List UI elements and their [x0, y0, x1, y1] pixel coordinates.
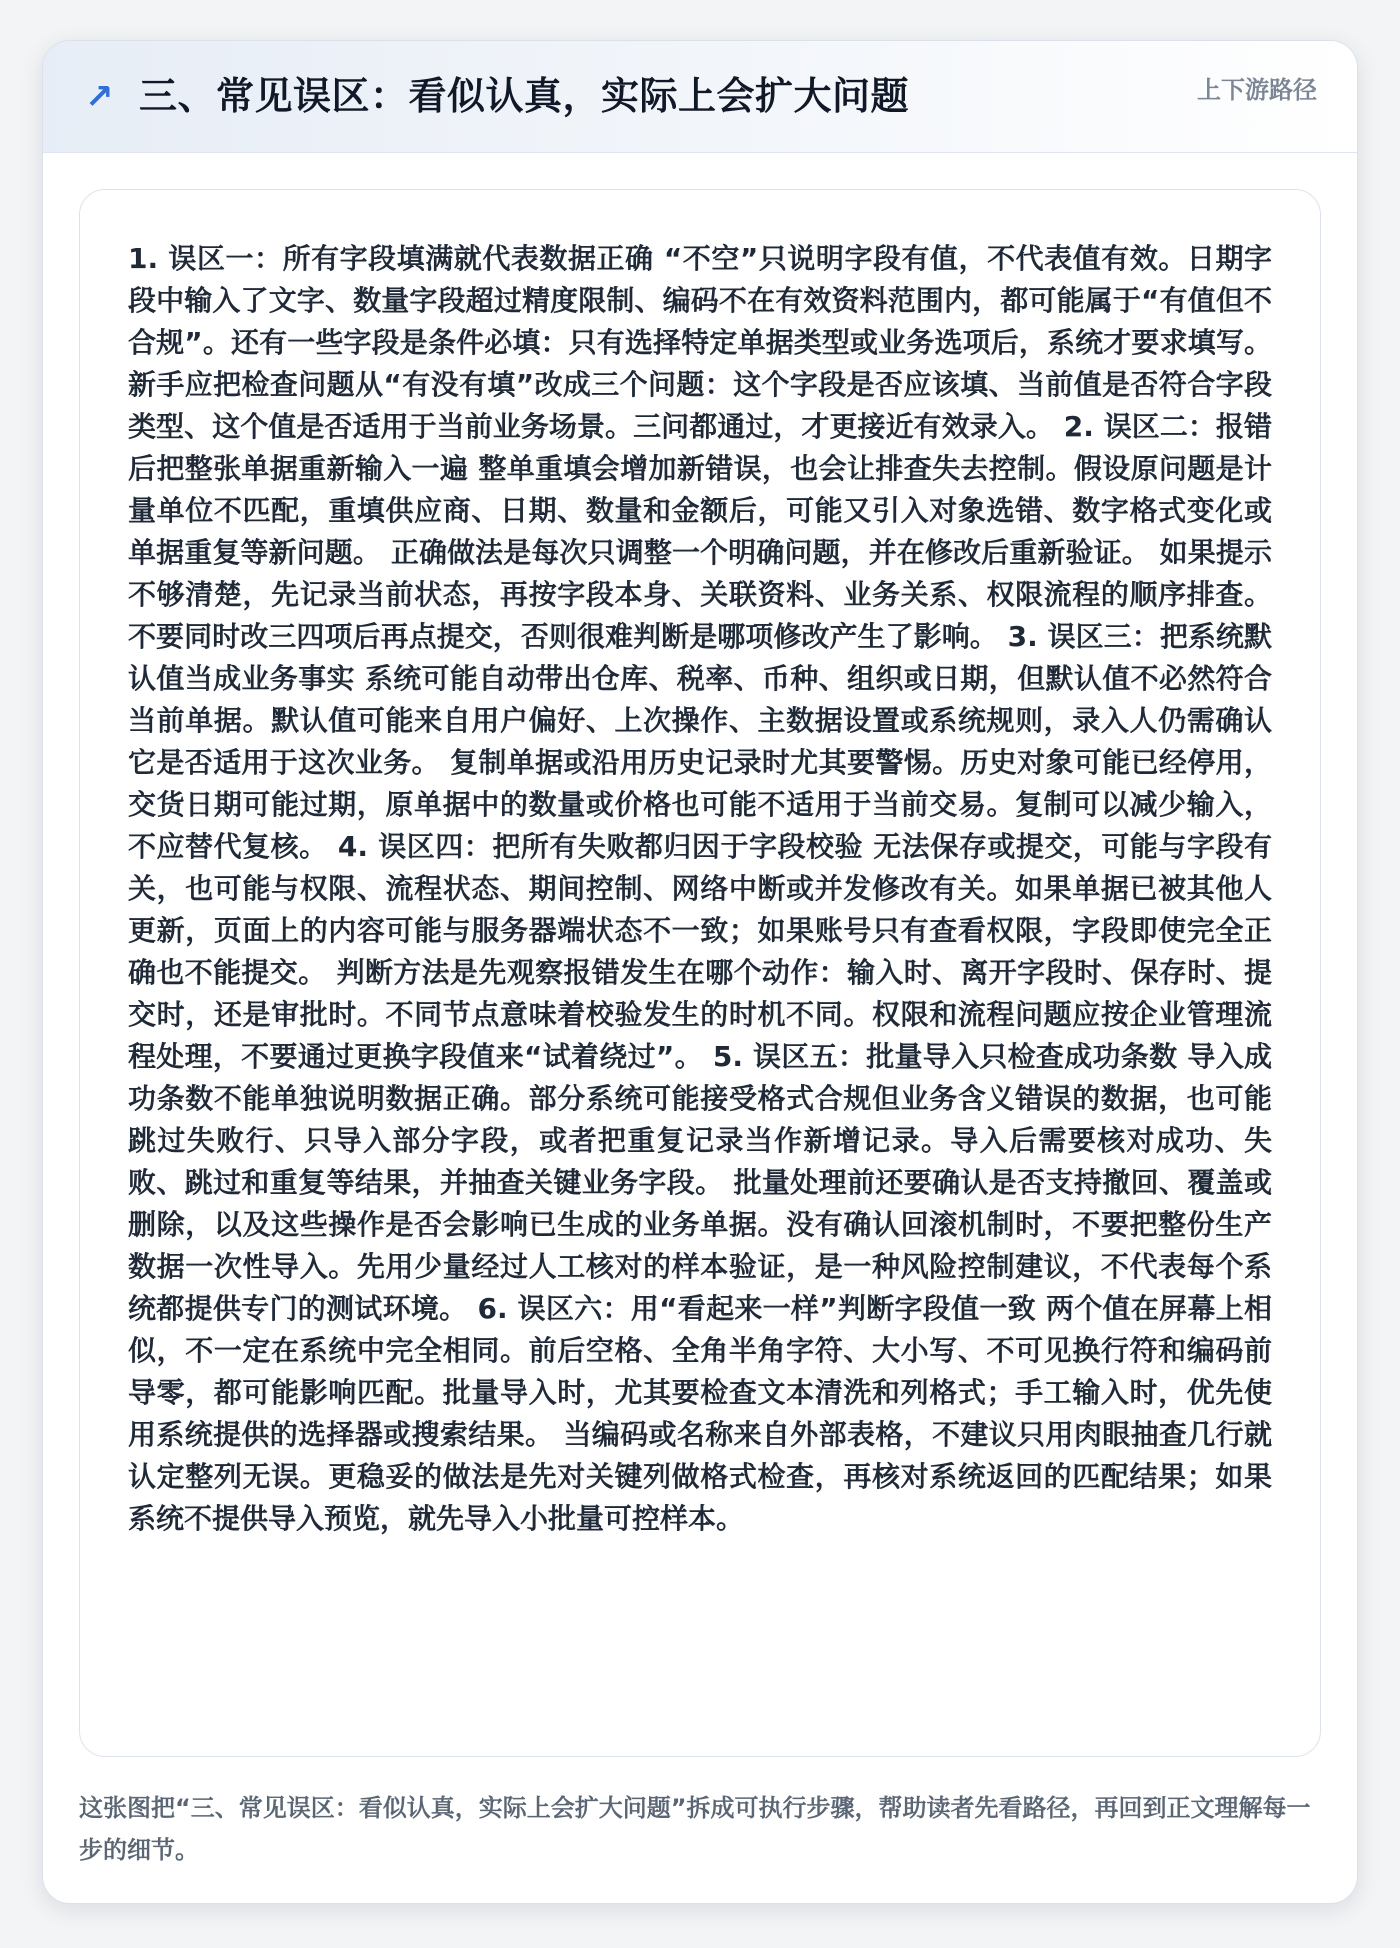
arrow-up-right-icon: ↗: [85, 77, 114, 117]
section-title: 三、常见误区：看似认真，实际上会扩大问题: [139, 74, 910, 118]
section-tag: 上下游路径: [1197, 76, 1317, 104]
article-card: [42, 40, 1358, 1904]
content-panel: [79, 189, 1321, 1757]
content-body: 1. 误区一：所有字段填满就代表数据正确 “不空”只说明字段有值，不代表值有效。日期字段中输入了文字、数量字段超过精度限制、编码不在有效资料范围内，都可能属于“有值但不合规”。还有一些字段是条件必填：只有选择特定单据类型或业务选项后，系统才要求填写。 新手应把检查问题从“有没有填”改成三个问题：这个字段是否应该填、当前值是否符合字段类型、这个值是否适用于当前业务场景。三问都通过，才更接近有效录入。 2. 误区二：报错后把整张单据重新输入一遍 整单重填会增加新错误，也会让排查失去控制。假设原问题是计量单位不匹配，重填供应商、日期、数量和金额后，可能又引入对象选错、数字格式变化或单据重复等新问题。 正确做法是每次只调整一个明确问题，并在修改后重新验证。 如果提示不够清楚，先记录当前状态，再按字段本身、关联资料、业务关系、权限流程的顺序排查。不要同时改三四项后再点提交，否则很难判断是哪项修改产生了影响。 3. 误区三：把系统默认值当成业务事实 系统可能自动带出仓库、税率、币种、组织或日期，但默认值不必然符合当前单据。默认值可能来自用户偏好、上次操作、主数据设置或系统规则，录入人仍需确认它是否适用于这次业务。 复制单据或沿用历史记录时尤其要警惕。历史对象可能已经停用，交货日期可能过期，原单据中的数量或价格也可能不适用于当前交易。复制可以减少输入，不应替代复核。 4. 误区四：把所有失败都归因于字段校验 无法保存或提交，可能与字段有关，也可能与权限、流程状态、期间控制、网络中断或并发修改有关。如果单据已被其他人更新，页面上的内容可能与服务器端状态不一致；如果账号只有查看权限，字段即使完全正确也不能提交。 判断方法是先观察报错发生在哪个动作：输入时、离开字段时、保存时、提交时，还是审批时。不同节点意味着校验发生的时机不同。权限和流程问题应按企业管理流程处理，不要通过更换字段值来“试着绕过”。 5. 误区五：批量导入只检查成功条数 导入成功条数不能单独说明数据正确。部分系统可能接受格式合规但业务含义错误的数据，也可能跳过失败行、只导入部分字段，或者把重复记录当作新增记录。导入后需要核对成功、失败、跳过和重复等结果，并抽查关键业务字段。 批量处理前还要确认是否支持撤回、覆盖或删除，以及这些操作是否会影响已生成的业务单据。没有确认回滚机制时，不要把整份生产数据一次性导入。先用少量经过人工核对的样本验证，是一种风险控制建议，不代表每个系统都提供专门的测试环境。 6. 误区六：用“看起来一样”判断字段值一致 两个值在屏幕上相似，不一定在系统中完全相同。前后空格、全角半角字符、大小写、不可见换行符和编码前导零，都可能影响匹配。批量导入时，尤其要检查文本清洗和列格式；手工输入时，优先使用系统提供的选择器或搜索结果。 当编码或名称来自外部表格，不建议只用肉眼抽查几行就认定整列无误。更稳妥的做法是先对关键列做格式检查，再核对系统返回的匹配结果；如果系统不提供导入预览，就先导入小批量可控样本。: [128, 242, 1272, 1535]
figure-caption: 这张图把“三、常见误区：看似认真，实际上会扩大问题”拆成可执行步骤，帮助读者先看路径，再回到正文理解每一步的细节。: [79, 1794, 1311, 1864]
card-header: [43, 41, 1357, 153]
